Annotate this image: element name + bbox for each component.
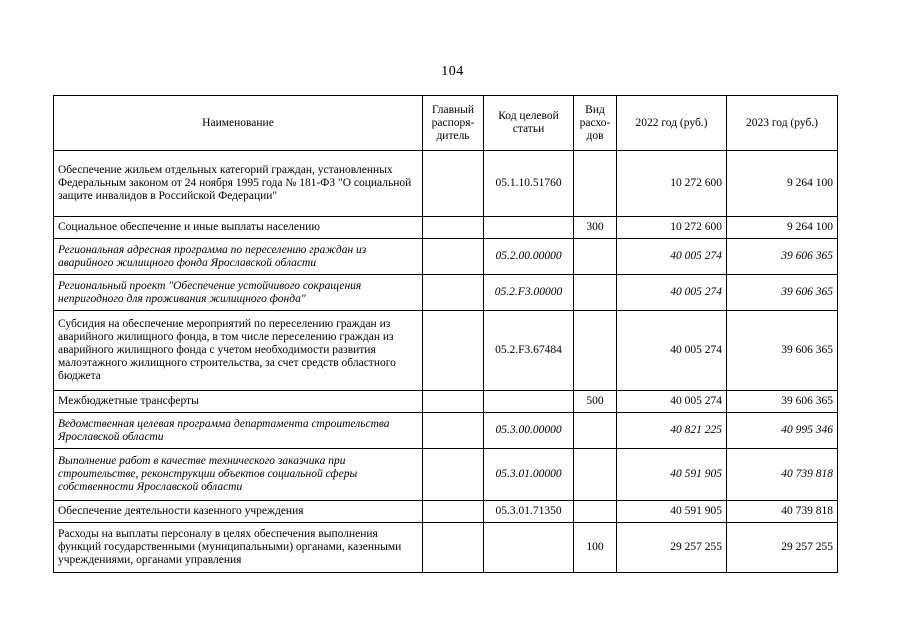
cell-expense-type [574,311,617,391]
cell-manager [423,391,484,413]
table-row [54,151,838,217]
cell-code: 05.1.10.51760 [484,151,574,217]
table-row [54,523,838,573]
cell-manager [423,449,484,501]
cell-code [484,523,574,573]
cell-code: 05.3.01.00000 [484,449,574,501]
header-year-2023: 2023 год (руб.) [727,96,838,151]
table-row [54,239,838,275]
cell-name: Социальное обеспечение и иные выплаты населению [54,217,423,239]
header-code: Код целевой статьи [484,96,574,151]
cell-expense-type [574,151,617,217]
cell-year-2023: 40 739 818 [727,449,838,501]
cell-year-2022: 10 272 600 [617,151,727,217]
cell-name: Ведомственная целевая программа департамента строительства Ярославской области [54,413,423,449]
cell-expense-type [574,275,617,311]
cell-year-2023: 40 739 818 [727,501,838,523]
cell-name: Региональный проект "Обеспечение устойчивого сокращения непригодного для проживания жилищного фонда" [54,275,423,311]
cell-year-2023: 9 264 100 [727,151,838,217]
cell-name: Выполнение работ в качестве технического заказчика при строительстве, реконструкции объектов социальной сферы собственности Ярославской области [54,449,423,501]
table-row [54,501,838,523]
cell-year-2023: 39 606 365 [727,391,838,413]
page-number: 104 [441,64,464,79]
cell-year-2022: 40 821 225 [617,413,727,449]
cell-year-2023: 40 995 346 [727,413,838,449]
cell-manager [423,413,484,449]
cell-name: Региональная адресная программа по переселению граждан из аварийного жилищного фонда Ярославской области [54,239,423,275]
cell-code: 05.3.00.00000 [484,413,574,449]
cell-manager [423,311,484,391]
cell-code: 05.2.00.00000 [484,239,574,275]
cell-year-2023: 39 606 365 [727,311,838,391]
cell-expense-type: 100 [574,523,617,573]
cell-manager [423,151,484,217]
header-year-2022: 2022 год (руб.) [617,96,727,151]
cell-expense-type [574,239,617,275]
cell-expense-type: 300 [574,217,617,239]
cell-name: Обеспечение жильем отдельных категорий граждан, установленных Федеральным законом от 24 ноября 1995 года № 181-ФЗ "О социальной защите инвалидов в Российской Федерации" [54,151,423,217]
cell-manager [423,501,484,523]
header-name: Наименование [54,96,423,151]
cell-year-2022: 40 591 905 [617,449,727,501]
table-row [54,449,838,501]
cell-year-2022: 29 257 255 [617,523,727,573]
cell-year-2022: 10 272 600 [617,217,727,239]
cell-year-2023: 39 606 365 [727,275,838,311]
cell-year-2022: 40 005 274 [617,391,727,413]
cell-expense-type [574,449,617,501]
cell-expense-type: 500 [574,391,617,413]
cell-year-2022: 40 005 274 [617,239,727,275]
table-row [54,413,838,449]
table-row [54,217,838,239]
cell-name: Расходы на выплаты персоналу в целях обеспечения выполнения функций государственными (муниципальными) органами, казенными учреждениями, органами управления [54,523,423,573]
cell-year-2023: 29 257 255 [727,523,838,573]
budget-table [53,95,838,573]
cell-expense-type [574,501,617,523]
cell-name: Субсидия на обеспечение мероприятий по переселению граждан из аварийного жилищного фонда, в том числе переселению граждан из аварийного жилищного фонда с учетом необходимости развития малоэтажного жилищного строительства, за счет средств областного бюджета [54,311,423,391]
table-row [54,275,838,311]
cell-manager [423,217,484,239]
cell-year-2023: 9 264 100 [727,217,838,239]
cell-year-2023: 39 606 365 [727,239,838,275]
cell-code [484,217,574,239]
cell-code: 05.3.01.71350 [484,501,574,523]
cell-year-2022: 40 005 274 [617,275,727,311]
cell-name: Межбюджетные трансферты [54,391,423,413]
header-expense-type: Вид расхо-дов [574,96,617,151]
cell-manager [423,275,484,311]
cell-expense-type [574,413,617,449]
table-row [54,311,838,391]
table-header-row [54,96,838,151]
cell-manager [423,523,484,573]
cell-year-2022: 40 005 274 [617,311,727,391]
cell-code: 05.2.F3.67484 [484,311,574,391]
cell-code [484,391,574,413]
cell-manager [423,239,484,275]
cell-code: 05.2.F3.00000 [484,275,574,311]
header-manager: Главный распоря-дитель [423,96,484,151]
cell-name: Обеспечение деятельности казенного учреждения [54,501,423,523]
cell-year-2022: 40 591 905 [617,501,727,523]
table-row [54,391,838,413]
